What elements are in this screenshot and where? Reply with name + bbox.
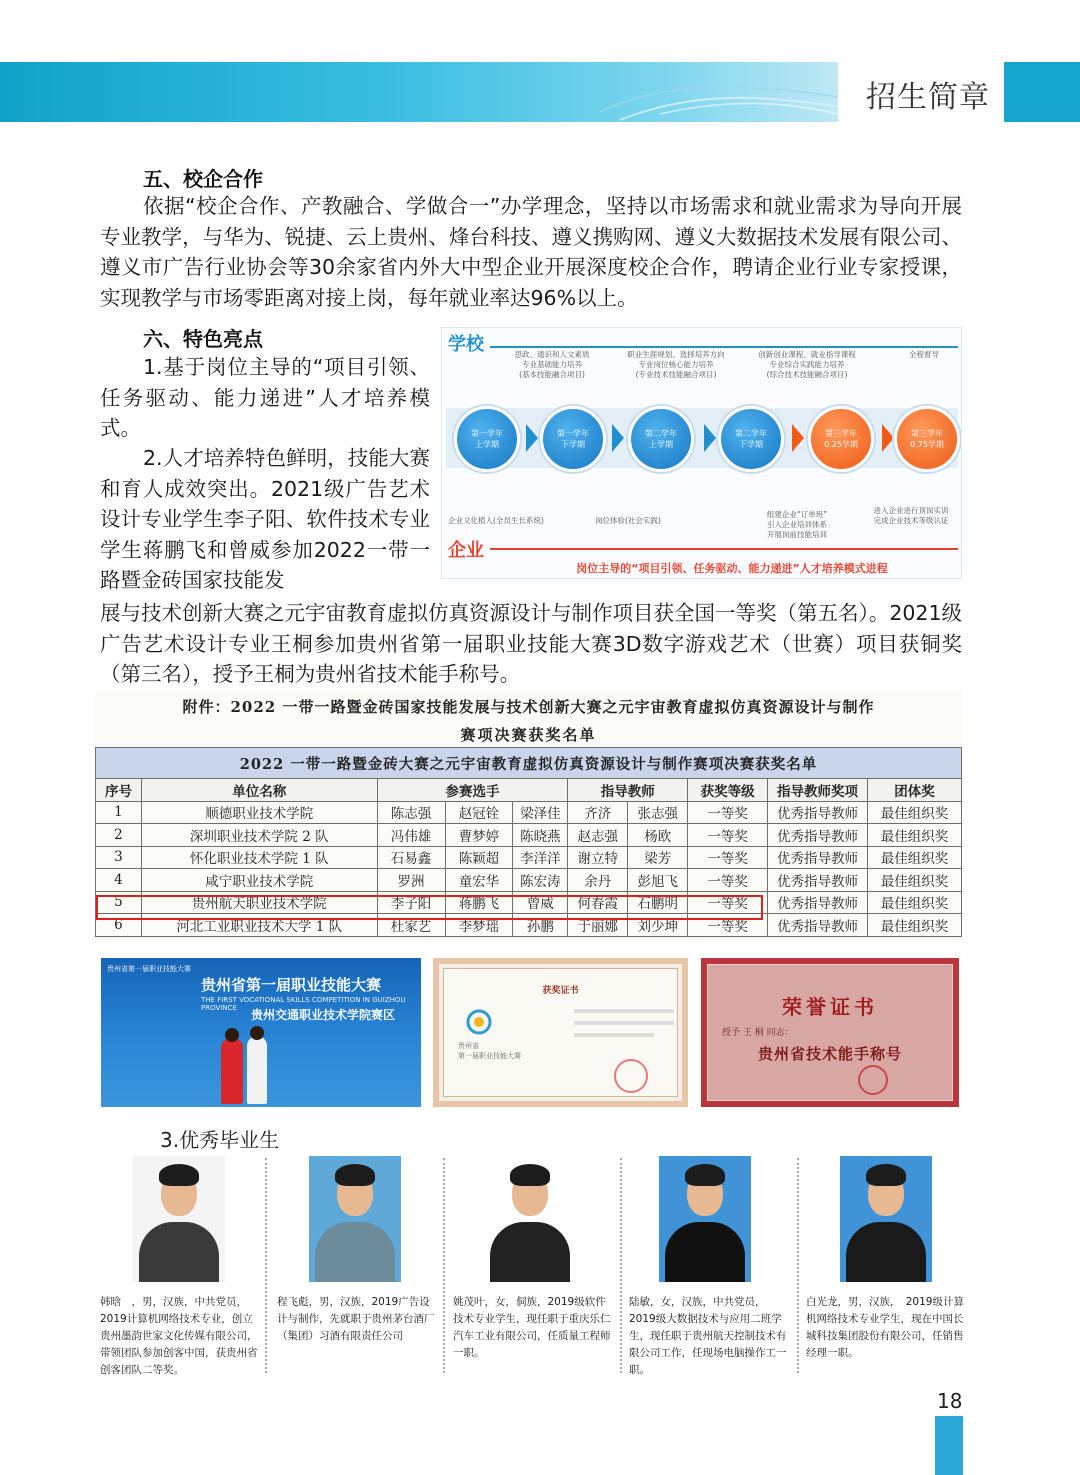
chevron-right-icon <box>882 424 894 452</box>
table-cell: 最佳组织奖 <box>868 801 962 824</box>
table-cell: 优秀指导教师 <box>768 801 868 824</box>
event-title: 贵州省第一届职业技能大赛 <box>201 976 382 994</box>
diagram-top-note: 职业生涯规划、选择培养方向 专业岗位核心能力培养 (专业技术技能融合项目) <box>627 350 725 379</box>
portrait-body <box>139 1222 219 1282</box>
table-header: 序号 <box>96 779 142 802</box>
table-cell: 最佳组织奖 <box>868 914 962 937</box>
chevron-right-icon <box>704 424 716 452</box>
table-header: 参赛选手 <box>377 779 568 802</box>
table-row <box>96 846 962 869</box>
graduate-portrait <box>133 1156 225 1282</box>
table-cell: 冯伟雄 <box>377 824 445 847</box>
divider <box>265 1158 267 1373</box>
table-cell: 石鹏明 <box>628 891 688 914</box>
graduate-portrait <box>659 1156 751 1282</box>
table-cell: 怀化职业技术学院 1 队 <box>141 846 377 869</box>
diagram-bottom-note: 岗位体验(社会实践) <box>595 516 661 525</box>
table-cell: 一等奖 <box>688 846 768 869</box>
graduate-bio: 程飞彪，男，汉族，2019广告设计与制作，先就职于贵州茅台酒厂（集团）习酒有限责任公司 <box>277 1296 435 1342</box>
graduate-portrait <box>840 1156 932 1282</box>
award-caption-line2: 赛项决赛获奖名单 <box>460 726 597 744</box>
honor-certificate-photo <box>701 958 959 1107</box>
table-cell: 最佳组织奖 <box>868 824 962 847</box>
table-cell: 陈志强 <box>377 801 445 824</box>
honor-certificate-text: 贵州省技术能手称号 <box>757 1045 902 1063</box>
seal-stamp <box>858 1065 888 1095</box>
honor-certificate-title: 荣誉证书 <box>782 995 878 1019</box>
page-header-title: 招生简章 <box>866 80 990 115</box>
graduate-bio: 韩晗 ，男，汉族，中共党员，2019计算机网络技术专业，创立贵州墨韵世家文化传媒有限公司，带领团队参加创客中国，获贵州省创客团队二等奖。 <box>100 1296 258 1376</box>
table-cell: 谢立特 <box>568 846 628 869</box>
diagram-school-line <box>490 346 958 348</box>
table-header: 获奖等级 <box>688 779 768 802</box>
diagram-bottom-note: 进入企业进行顶岗实训 完成企业技术等级认证 <box>873 506 949 525</box>
diagram-caption: 岗位主导的“项目引领、任务驱动、能力递进”人才培养模式进程 <box>576 562 888 575</box>
honor-certificate-name: 授予 王 桐 同志： <box>722 1028 794 1038</box>
award-certificate-photo <box>433 958 688 1107</box>
portrait-hair <box>866 1164 906 1186</box>
table-cell: 张志强 <box>628 801 688 824</box>
table-cell: 梁泽佳 <box>513 801 568 824</box>
person-figure <box>221 1038 243 1104</box>
table-cell: 陈颖超 <box>445 846 513 869</box>
table-cell: 蒋鹏飞 <box>445 891 513 914</box>
portrait-hair <box>510 1164 550 1186</box>
highlighted-row-box <box>96 895 763 920</box>
header-wave-decoration <box>600 62 838 122</box>
stage-circle: 第二学年 上学期 <box>628 406 694 472</box>
table-cell: 优秀指导教师 <box>768 869 868 892</box>
award-caption-line1: 附件：2022 一带一路暨金砖国家技能发展与技术创新大赛之元宇宙教育虚拟仿真资源设计与制作 <box>182 698 875 716</box>
certificate-text-line <box>574 1021 674 1025</box>
graduate-bio: 姚茂叶，女，侗族，2019级软件技术专业学生，现任职于重庆乐仁汽车工业有限公司，任质量工程师一职。 <box>453 1296 611 1359</box>
table-cell: 杨欧 <box>628 824 688 847</box>
section5-title: 五、校企合作 <box>143 167 263 191</box>
table-cell: 孙鹏 <box>513 914 568 937</box>
diagram-school-label: 学校 <box>448 334 484 355</box>
page-number-bar <box>935 1416 963 1475</box>
table-cell: 顺德职业技术学院 <box>141 801 377 824</box>
event-subtitle: THE FIRST VOCATIONAL SKILLS COMPETITION IN GUIZHOU PROVINCE <box>201 996 406 1012</box>
table-cell: 河北工业职业技术大学 1 队 <box>141 914 377 937</box>
table-cell: 陈晓燕 <box>513 824 568 847</box>
certificate-org: 贵州省 第一届职业技能大赛 <box>458 1042 521 1060</box>
table-cell: 最佳组织奖 <box>868 891 962 914</box>
table-header: 团体奖 <box>868 779 962 802</box>
table-cell: 李梦瑶 <box>445 914 513 937</box>
table-cell: 优秀指导教师 <box>768 824 868 847</box>
table-cell: 3 <box>96 846 142 869</box>
diagram-bottom-note: 组建企业“订单班” 引入企业培训体系 开展岗前技能培训 <box>766 510 828 539</box>
section5-body: 依据“校企合作、产教融合、学做合一”办学理念，坚持以市场需求和就业需求为导向开展专业教学，与华为、锐捷、云上贵州、烽台科技、遵义携购网、遵义大数据技术发展有限公司、遵义市广告行业协会等30余家省内外大中型企业开展深度校企合作，聘请企业行业专家授课，实现教学与市场零距离对接上岗，每年就业率达96%以上。 <box>100 194 962 310</box>
portrait-hair <box>685 1164 725 1186</box>
talent-training-diagram <box>441 327 962 579</box>
chevron-right-icon <box>526 424 538 452</box>
table-header: 指导教师奖项 <box>768 779 868 802</box>
table-cell: 优秀指导教师 <box>768 891 868 914</box>
table-cell: 曹梦婷 <box>445 824 513 847</box>
table-cell: 齐济 <box>568 801 628 824</box>
graduate-bio: 陆敏，女，汉族，中共党员，2019级大数据技术与应用二班学生，现任职于贵州航天控制技术有限公司工作，任现场电脑操作工一职。 <box>629 1296 787 1376</box>
graduate-bio: 白光龙，男，汉族， 2019级计算机网络技术专业学生，现在中国长城科技集团股份有限公司，任销售经理一职。 <box>806 1296 964 1359</box>
header-accent-block <box>1004 62 1080 122</box>
table-row <box>96 801 962 824</box>
table-cell: 刘少坤 <box>628 914 688 937</box>
table-cell: 深圳职业技术学院 2 队 <box>141 824 377 847</box>
table-cell: 一等奖 <box>688 891 768 914</box>
competition-logo-icon <box>466 1009 492 1035</box>
table-cell: 梁芳 <box>628 846 688 869</box>
table-cell: 李子阳 <box>377 891 445 914</box>
event-venue: 贵州交通职业技术学院赛区 <box>251 1008 396 1022</box>
table-cell: 4 <box>96 869 142 892</box>
table-cell: 贵州航天职业技术学院 <box>141 891 377 914</box>
stage-circle: 第二学年 下学期 <box>718 406 784 472</box>
portrait-body <box>846 1222 926 1282</box>
event-badge: 贵州省第一届职业技能大赛 <box>107 965 191 973</box>
portrait-body <box>665 1222 745 1282</box>
table-cell: 一等奖 <box>688 869 768 892</box>
chevron-right-icon <box>612 424 624 452</box>
table-header: 单位名称 <box>141 779 377 802</box>
certificate-text-line <box>574 1009 674 1013</box>
graduate-portrait <box>309 1156 401 1282</box>
seal-stamp <box>614 1059 648 1093</box>
stage-circle: 第三学年 0.75学期 <box>894 406 960 472</box>
table-cell: 陈宏涛 <box>513 869 568 892</box>
table-cell: 最佳组织奖 <box>868 846 962 869</box>
table-cell: 曾威 <box>513 891 568 914</box>
table-cell: 最佳组织奖 <box>868 869 962 892</box>
person-head <box>225 1028 239 1042</box>
portrait-hair <box>159 1164 199 1186</box>
person-figure <box>247 1036 267 1104</box>
table-cell: 杜家艺 <box>377 914 445 937</box>
stage-circle: 第三学年 0.25学期 <box>808 406 874 472</box>
award-table-title: 2022 一带一路暨金砖大赛之元宇宙教育虚拟仿真资源设计与制作赛项决赛获奖名单 <box>96 748 962 779</box>
table-cell: 彭旭飞 <box>628 869 688 892</box>
table-cell: 1 <box>96 801 142 824</box>
section6-point2-part1: 2.人才培养特色鲜明，技能大赛和育人成效突出。2021级广告艺术设计专业学生李子阳、软件技术专业学生蒋鹏飞和曾威参加2022一带一路暨金砖国家技能发 <box>100 446 430 592</box>
table-cell: 一等奖 <box>688 824 768 847</box>
graduates-title: 3.优秀毕业生 <box>160 1128 280 1152</box>
table-cell: 李洋洋 <box>513 846 568 869</box>
table-cell: 何春霞 <box>568 891 628 914</box>
section6-point1: 1.基于岗位主导的“项目引领、任务驱动、能力递进”人才培养模式。 <box>100 355 430 440</box>
table-cell: 咸宁职业技术学院 <box>141 869 377 892</box>
diagram-bottom-note: 企业文化植入(全员生长系统) <box>448 516 544 525</box>
divider <box>443 1158 445 1373</box>
divider <box>797 1158 799 1373</box>
table-cell: 罗洲 <box>377 869 445 892</box>
diagram-company-line <box>490 548 958 550</box>
portrait-body <box>490 1222 570 1282</box>
table-cell: 一等奖 <box>688 914 768 937</box>
person-head <box>250 1026 264 1040</box>
table-cell: 2 <box>96 824 142 847</box>
portrait-body <box>315 1222 395 1282</box>
table-row <box>96 824 962 847</box>
competition-event-photo <box>101 958 421 1107</box>
table-row <box>96 869 962 892</box>
page-number: 18 <box>937 1389 963 1413</box>
table-cell: 优秀指导教师 <box>768 914 868 937</box>
chevron-right-icon <box>792 424 804 452</box>
diagram-top-note: 创新创业课程、就业指导课程 专业综合实践能力培养 (综合技术技能融合项目) <box>758 350 856 379</box>
diagram-top-note: 全程督导 <box>909 350 939 359</box>
divider <box>620 1158 622 1373</box>
table-cell: 赵志强 <box>568 824 628 847</box>
table-header: 指导教师 <box>568 779 688 802</box>
table-cell: 石易鑫 <box>377 846 445 869</box>
certificate-title: 获奖证书 <box>542 986 579 996</box>
section6-title: 六、特色亮点 <box>143 327 263 351</box>
table-cell: 5 <box>96 891 142 914</box>
table-cell: 余丹 <box>568 869 628 892</box>
certificate-text-line <box>574 1033 654 1037</box>
diagram-company-label: 企业 <box>448 540 484 561</box>
table-cell: 优秀指导教师 <box>768 846 868 869</box>
stage-circle: 第一学年 下学期 <box>540 406 606 472</box>
table-cell: 赵冠铨 <box>445 801 513 824</box>
table-cell: 一等奖 <box>688 801 768 824</box>
graduate-portrait <box>484 1156 576 1282</box>
diagram-top-note: 思政、通识和人文素质 专业基础能力培养 (基本技能融合项目) <box>514 350 590 379</box>
stage-circle: 第一学年 上学期 <box>454 406 520 472</box>
table-cell: 童宏华 <box>445 869 513 892</box>
section6-point2-part2: 展与技术创新大赛之元宇宙教育虚拟仿真资源设计与制作项目获全国一等奖（第五名）。2021级广告艺术设计专业王桐参加贵州省第一届职业技能大赛3D数字游戏艺术（世赛）项目获铜奖（第三名），授予王桐为贵州省技术能手称号。 <box>100 601 962 686</box>
table-cell: 6 <box>96 914 142 937</box>
table-cell: 于丽娜 <box>568 914 628 937</box>
portrait-hair <box>335 1164 375 1186</box>
